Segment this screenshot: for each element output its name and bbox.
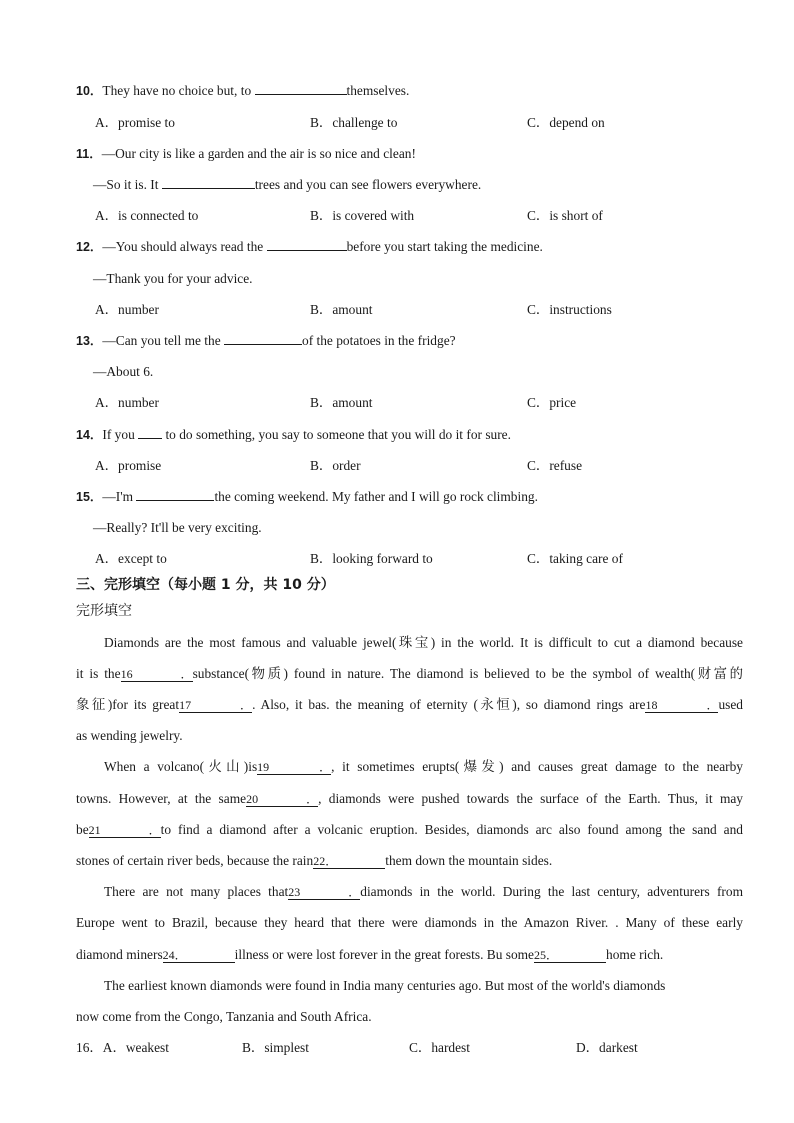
section-subtitle: 完形填空 bbox=[76, 603, 132, 619]
question-number: 12． bbox=[76, 240, 103, 254]
question-15-stem: 15．—I'm the coming weekend. My father and I will go rock climbing. bbox=[76, 489, 538, 504]
passage-line: towns. However, at the same20．, diamonds were pushed towards the surface of the Earth. Thus, it may bbox=[76, 791, 744, 806]
passage-line: Diamonds are the most famous and valuable jewel(珠宝) in the world. It is difficult to cut a diamond because bbox=[104, 635, 743, 650]
option-c[interactable]: C．is short of bbox=[527, 208, 603, 223]
option-c[interactable]: C．depend on bbox=[527, 115, 605, 130]
question-10-stem: 10．They have no choice but, to themselves. bbox=[76, 83, 410, 98]
passage-line: diamond miners24． illness or were lost forever in the great forests. Bu some25． home rich. bbox=[76, 947, 664, 962]
cloze-blank-24[interactable]: 24． bbox=[163, 948, 235, 963]
option-c[interactable]: C．instructions bbox=[527, 302, 612, 317]
option-c[interactable]: C．price bbox=[527, 395, 577, 410]
question-number: 13． bbox=[76, 334, 103, 348]
passage-line: When a volcano(火山)is19．, it sometimes erupts(爆发) and causes great damage to the nearby bbox=[104, 759, 743, 774]
section-title: 三、完形填空（每小题 1 分，共 10 分） bbox=[76, 577, 335, 593]
cloze-blank-22[interactable]: 22． bbox=[313, 854, 385, 869]
option-b[interactable]: B．amount bbox=[310, 395, 373, 410]
answer-blank[interactable] bbox=[136, 487, 214, 501]
question-15-reply: —Really? It'll be very exciting. bbox=[93, 520, 262, 535]
question-16-option-b[interactable]: B．simplest bbox=[242, 1040, 309, 1055]
option-a[interactable]: A．number bbox=[95, 302, 159, 317]
option-b[interactable]: B．challenge to bbox=[310, 115, 398, 130]
cloze-blank-19[interactable]: 19． bbox=[257, 760, 332, 774]
passage-line: There are not many places that23．diamonds in the world. During the last century, adventurers from bbox=[104, 884, 744, 899]
question-11-reply: —So it is. It trees and you can see flowers everywhere. bbox=[93, 177, 482, 192]
answer-blank[interactable] bbox=[138, 425, 162, 439]
passage-line: Europe went to Brazil, because they heard that there were diamonds in the Amazon River. . Many of these early bbox=[76, 915, 743, 930]
cloze-blank-21[interactable]: 21． bbox=[88, 823, 161, 837]
cloze-blank-18[interactable]: 18． bbox=[645, 698, 719, 712]
option-b[interactable]: B．order bbox=[310, 458, 361, 473]
option-a[interactable]: A．promise to bbox=[95, 115, 175, 130]
option-a[interactable]: A．is connected to bbox=[95, 208, 199, 223]
question-16-option-c[interactable]: C．hardest bbox=[409, 1040, 470, 1055]
question-13-reply: —About 6. bbox=[93, 364, 154, 379]
passage-line: The earliest known diamonds were found in India many centuries ago. But most of the world's diamonds bbox=[104, 978, 666, 993]
option-c[interactable]: C．refuse bbox=[527, 458, 583, 473]
cloze-blank-23[interactable]: 23． bbox=[288, 885, 361, 899]
passage-line: as wending jewelry. bbox=[76, 728, 183, 743]
option-a[interactable]: A．except to bbox=[95, 551, 167, 566]
question-12-stem: 12．—You should always read the before you start taking the medicine. bbox=[76, 239, 543, 254]
option-a[interactable]: A．number bbox=[95, 395, 159, 410]
passage-line: 象征)for its great17．. Also, it bas. the meaning of eternity (永恒), so diamond rings are18．used bbox=[76, 697, 743, 712]
cloze-blank-20[interactable]: 20． bbox=[246, 792, 319, 806]
passage-line: be21．to find a diamond after a volcanic eruption. Besides, diamonds arc also found among the sand and bbox=[76, 822, 743, 837]
question-16-option-d[interactable]: D．darkest bbox=[576, 1040, 638, 1055]
question-12-reply: —Thank you for your advice. bbox=[93, 271, 253, 286]
question-number: 15． bbox=[76, 490, 103, 504]
question-13-stem: 13．—Can you tell me the of the potatoes in the fridge? bbox=[76, 333, 456, 348]
question-number: 14． bbox=[76, 428, 103, 442]
passage-line: it is the16．substance(物质) found in nature. The diamond is believed to be the symbol of wealth(财富的 bbox=[76, 666, 743, 681]
cloze-blank-25[interactable]: 25． bbox=[534, 948, 606, 963]
question-number: 10． bbox=[76, 84, 103, 98]
cloze-blank-16[interactable]: 16． bbox=[120, 667, 193, 681]
answer-blank[interactable] bbox=[224, 331, 302, 345]
question-16-option-a[interactable]: 16．A．weakest bbox=[76, 1040, 169, 1055]
question-11-stem: 11．—Our city is like a garden and the air is so nice and clean! bbox=[76, 146, 416, 161]
passage-line: now come from the Congo, Tanzania and South Africa. bbox=[76, 1009, 372, 1024]
answer-blank[interactable] bbox=[267, 237, 347, 251]
option-a[interactable]: A．promise bbox=[95, 458, 162, 473]
question-14-stem: 14．If you to do something, you say to someone that you will do it for sure. bbox=[76, 427, 511, 442]
passage-line: stones of certain river beds, because the rain22． them down the mountain sides. bbox=[76, 853, 553, 868]
option-b[interactable]: B．is covered with bbox=[310, 208, 415, 223]
cloze-blank-17[interactable]: 17． bbox=[179, 698, 253, 712]
option-c[interactable]: C．taking care of bbox=[527, 551, 623, 566]
question-number: 16． bbox=[76, 1040, 103, 1055]
answer-blank[interactable] bbox=[162, 175, 255, 189]
answer-blank[interactable] bbox=[255, 81, 347, 95]
option-b[interactable]: B．looking forward to bbox=[310, 551, 433, 566]
question-number: 11． bbox=[76, 147, 102, 161]
option-b[interactable]: B．amount bbox=[310, 302, 373, 317]
